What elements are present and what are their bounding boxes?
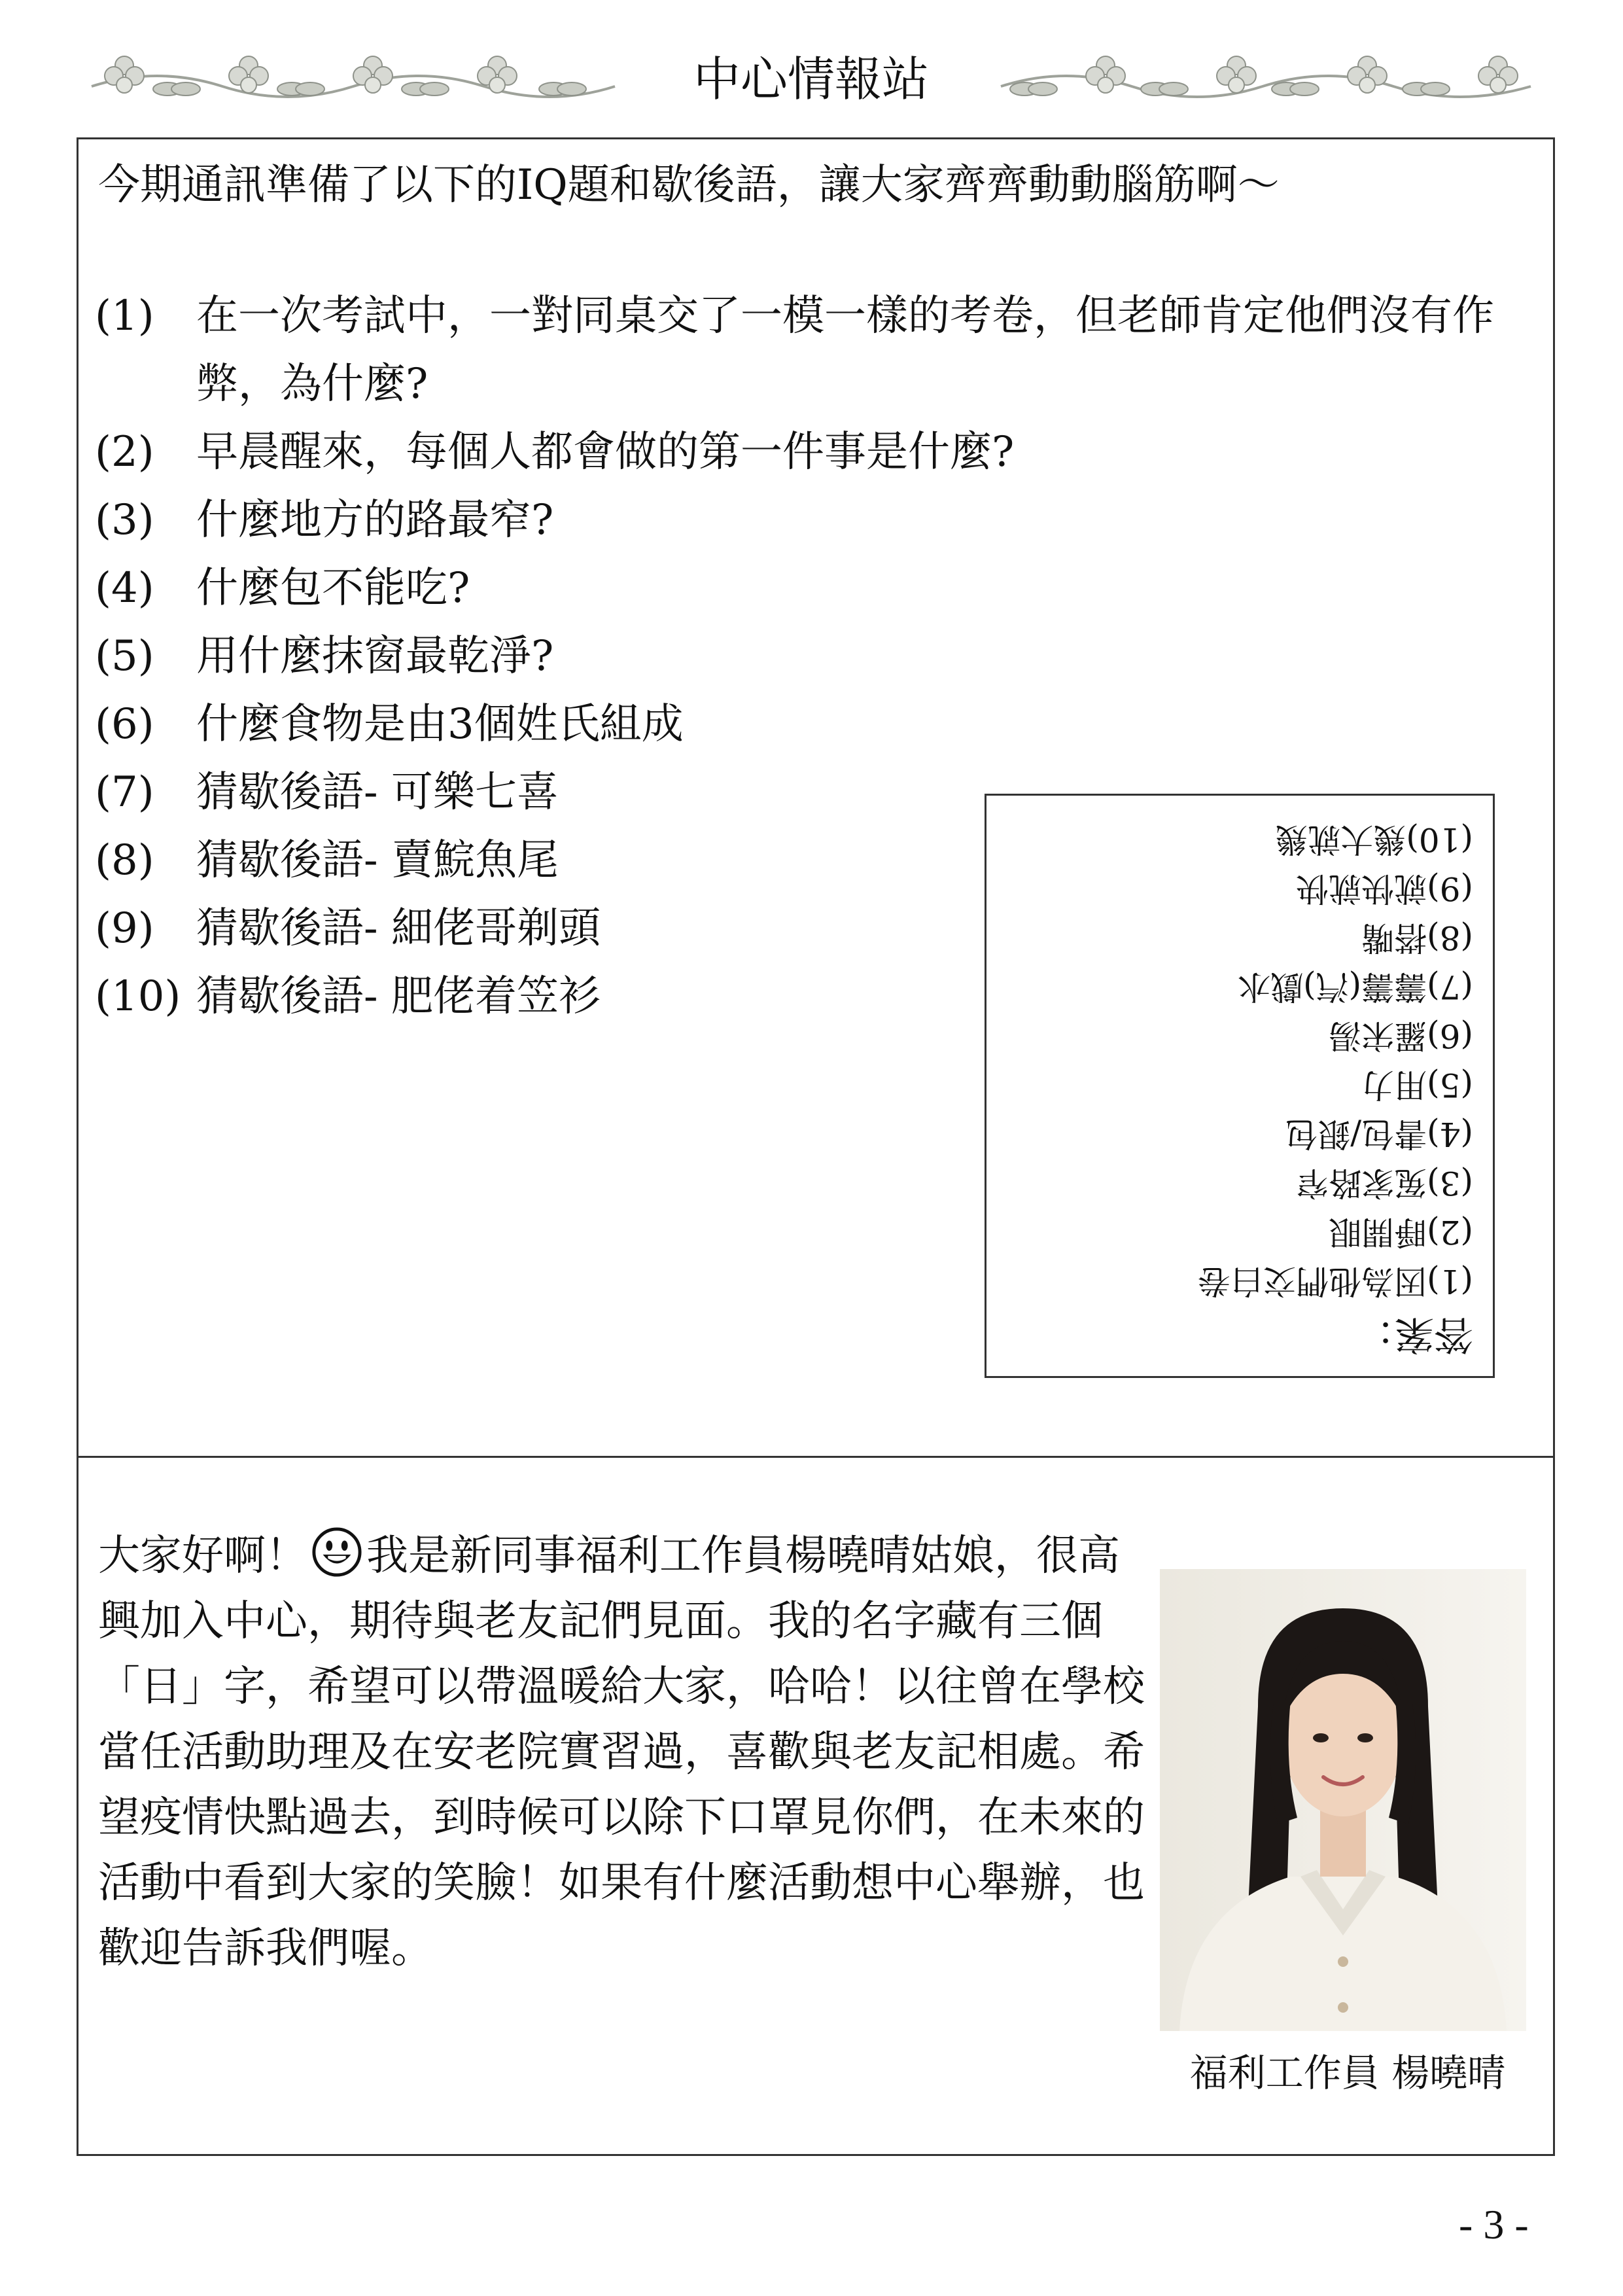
answer-item: (4)書包/銀包 bbox=[1285, 1115, 1473, 1153]
question-item bbox=[95, 418, 1547, 486]
question-number: (9) bbox=[95, 904, 154, 953]
question-text: 在一次考試中，一對同桌交了一模一樣的考卷，但老師肯定他們沒有作弊，為什麼? bbox=[196, 292, 1494, 408]
question-text: 早晨醒來，每個人都會做的第一件事是什麼? bbox=[196, 428, 1015, 476]
question-text: 猜歇後語- 賣鯇魚尾 bbox=[196, 836, 559, 885]
staff-portrait-illustration bbox=[1160, 1569, 1526, 2031]
question-item bbox=[95, 282, 1547, 418]
page-number: - 3 - bbox=[1459, 2201, 1529, 2248]
question-number: (7) bbox=[95, 768, 154, 817]
greeting-rest: 我是新同事福利工作員楊曉晴姑娘，很高興加入中心，期待與老友記們見面。 bbox=[98, 1532, 1120, 1646]
answer-item: (6)羅宋湯 bbox=[1329, 1017, 1473, 1055]
question-number: (10) bbox=[95, 972, 181, 1021]
answer-box-upside-down bbox=[986, 796, 1493, 1376]
staff-intro-section bbox=[77, 1456, 1555, 2156]
question-number: (3) bbox=[95, 496, 154, 544]
intro-body: 我的名字藏有三個「日」字，希望可以帶溫暖給大家，哈哈！以往曾在學校當任活動助理及在安老院實習過，喜歡與老友記相處。希望疫情快點過去，到時候可以除下口罩見你們，在未來的活動中看到大家的笑臉！如果有什麼活動想中心舉辦，也歡迎告訴我們喔。 bbox=[98, 1597, 1145, 1973]
question-item bbox=[95, 554, 1547, 622]
question-number: (2) bbox=[95, 428, 154, 476]
question-text: 什麼地方的路最窄? bbox=[196, 496, 554, 544]
answer-item: (2)睜開眼 bbox=[1329, 1213, 1473, 1251]
question-number: (6) bbox=[95, 700, 154, 749]
smiley-icon bbox=[311, 1527, 362, 1578]
question-text: 猜歇後語- 可樂七喜 bbox=[196, 768, 559, 817]
answer-title: 答案： bbox=[1355, 1311, 1473, 1357]
photo-caption: 福利工作員 楊曉晴 bbox=[1189, 2051, 1506, 2095]
answer-box bbox=[985, 794, 1495, 1378]
question-text: 猜歇後語- 細佬哥剃頭 bbox=[196, 904, 601, 953]
answer-item: (3)冤家路窄 bbox=[1296, 1164, 1473, 1202]
question-text: 什麼食物是由3個姓氏組成 bbox=[196, 700, 684, 749]
quiz-section bbox=[77, 137, 1555, 1458]
page-header bbox=[85, 39, 1537, 118]
answer-item: (10)幾大就幾 bbox=[1275, 821, 1473, 858]
question-number: (4) bbox=[95, 564, 154, 612]
answer-item: (9)就快就快 bbox=[1296, 870, 1473, 908]
question-text: 猜歇後語- 肥佬着笠衫 bbox=[196, 972, 601, 1021]
question-number: (8) bbox=[95, 836, 154, 885]
question-item bbox=[95, 622, 1547, 690]
question-number: (1) bbox=[95, 292, 154, 340]
greeting-start: 大家好啊！ bbox=[98, 1532, 307, 1580]
quiz-intro: 今期通訊準備了以下的IQ題和歇後語，讓大家齊齊動動腦筋啊～ bbox=[98, 161, 1280, 209]
question-number: (5) bbox=[95, 632, 154, 680]
question-item bbox=[95, 486, 1547, 554]
page-title: 中心情報站 bbox=[693, 52, 929, 107]
clover-decoration-left bbox=[85, 52, 621, 105]
answer-item: (1)因為他們交白卷 bbox=[1198, 1262, 1473, 1300]
clover-decoration-right bbox=[994, 52, 1537, 105]
answer-item: (5)用力 bbox=[1361, 1066, 1473, 1104]
question-text: 用什麼抹窗最乾淨? bbox=[196, 632, 554, 680]
answer-item: (7)籌籌(汽)戲水 bbox=[1238, 968, 1473, 1006]
staff-photo bbox=[1160, 1569, 1526, 2031]
question-text: 什麼包不能吃? bbox=[196, 564, 470, 612]
question-item bbox=[95, 690, 1547, 758]
staff-intro-text bbox=[98, 1523, 1158, 1981]
answer-item: (8)搭嘴 bbox=[1361, 919, 1473, 957]
